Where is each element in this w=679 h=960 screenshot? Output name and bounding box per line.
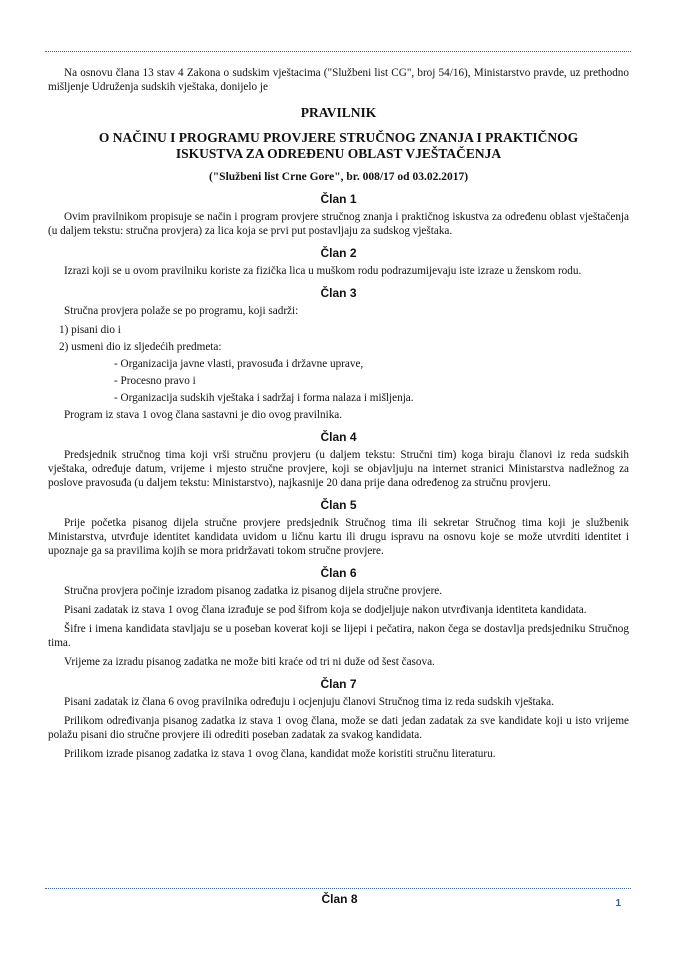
article-7-paragraph-2: Prilikom određivanja pisanog zadatka iz stava 1 ovog člana, može se dati jedan zadatak za sve kandidate koji u isto vrijeme polažu pisani dio stručne provjere ili odrediti poseban zadatak za svakog kandidata. bbox=[48, 715, 629, 741]
article-3-heading: Član 3 bbox=[320, 286, 357, 300]
article-5-heading: Član 5 bbox=[320, 498, 357, 512]
article-6-paragraph-2: Pisani zadatak iz stava 1 ovog člana izrađuje se pod šifrom koja se dodjeljuje nakon utvrđivanja identiteta kandidata. bbox=[64, 604, 587, 616]
article-1-paragraph: Ovim pravilnikom propisuje se način i program provjere stručnog znanja i praktičnog iskustva za određenu oblast vještačenja (u daljem tekstu: stručna provjera) za lica koja se prvi put postavljaju za sudskog vještaka. bbox=[48, 211, 629, 237]
page-number: 1 bbox=[615, 898, 621, 909]
article-1-heading: Član 1 bbox=[320, 192, 357, 206]
article-7-paragraph-1: Pisani zadatak iz člana 6 ovog pravilnika određuju i ocjenjuju članovi Stručnog tima iz reda sudskih vještaka. bbox=[64, 696, 554, 708]
article-3-paragraph-1: Stručna provjera polaže se po programu, koji sadrži: bbox=[64, 305, 299, 317]
intro-paragraph: Na osnovu člana 13 stav 4 Zakona o sudskim vještacima ("Službeni list CG", broj 54/16), Ministarstvo pravde, uz prethodno mišljenje Udruženja sudskih vještaka, donijelo je bbox=[48, 67, 629, 93]
subtitle-line-1: O NAČINU I PROGRAMU PROVJERE STRUČNOG ZNANJA I PRAKTIČNOG bbox=[98, 130, 579, 145]
article-6-heading: Član 6 bbox=[320, 566, 357, 580]
gazette-reference: ("Službeni list Crne Gore", br. 008/17 od 03.02.2017) bbox=[208, 171, 469, 183]
document-subtitle bbox=[48, 130, 629, 162]
document-title: PRAVILNIK bbox=[300, 105, 377, 120]
article-6-paragraph-3: Šifre i imena kandidata stavljaju se u poseban koverat koji se lijepi i pečatira, nakon čega se dostavlja predsjedniku Stručnog tima. bbox=[48, 623, 629, 649]
article-3-subitem-3: - Organizacija sudskih vještaka i sadržaj i forma nalaza i mišljenja. bbox=[114, 392, 414, 404]
article-2-heading: Član 2 bbox=[320, 246, 357, 260]
article-3-paragraph-2: Program iz stava 1 ovog člana sastavni je dio ovog pravilnika. bbox=[64, 409, 343, 421]
article-2-paragraph: Izrazi koji se u ovom pravilniku koriste za fizička lica u muškom rodu podrazumijevaju iste izraze u ženskom rodu. bbox=[64, 265, 582, 277]
article-3-subitem-1: - Organizacija javne vlasti, pravosuđa i državne uprave, bbox=[114, 358, 364, 370]
article-3-item-2: 2) usmeni dio iz sljedećih predmeta: bbox=[59, 341, 222, 353]
article-4-heading: Član 4 bbox=[320, 430, 357, 444]
subtitle-line-2: ISKUSTVA ZA ODREĐENU OBLAST VJEŠTAČENJA bbox=[175, 146, 502, 161]
article-7-paragraph-3: Prilikom izrade pisanog zadatka iz stava 1 ovog člana, kandidat može koristiti stručnu literaturu. bbox=[64, 748, 496, 760]
article-3-subitem-2: - Procesno pravo i bbox=[114, 375, 196, 387]
bottom-divider bbox=[45, 888, 631, 889]
article-3-item-1: 1) pisani dio i bbox=[59, 324, 121, 336]
article-5-paragraph: Prije početka pisanog dijela stručne provjere predsjednik Stručnog tima ili sekretar Stručnog tima koji je službenik Ministarstva, utvrđuje identitet kandidata uvidom u ličnu kartu ili drugu ispravu na osnovu koje se može utvrditi identitet i upoznaje ga sa pravilima kojih se mora pridržavati tokom stručne provjere. bbox=[48, 517, 629, 557]
article-7-heading: Član 7 bbox=[320, 677, 357, 691]
top-divider bbox=[45, 51, 631, 52]
article-8-heading: Član 8 bbox=[321, 892, 358, 906]
article-4-paragraph: Predsjednik stručnog tima koji vrši stručnu provjeru (u daljem tekstu: Stručni tim) koga biraju članovi iz reda sudskih vještaka, određuje datum, vrijeme i mjesto stručne provjere, koji se objavljuju na internet stranici Ministarstva nadležnog za poslove pravosuđa (u daljem tekstu: Ministarstvo), najkasnije 20 dana prije dana određenog za stručnu provjeru. bbox=[48, 449, 629, 489]
article-6-paragraph-1: Stručna provjera počinje izradom pisanog zadatka iz pisanog dijela stručne provjere. bbox=[64, 585, 443, 597]
article-6-paragraph-4: Vrijeme za izradu pisanog zadatka ne može biti kraće od tri ni duže od šest časova. bbox=[64, 656, 435, 668]
document-body bbox=[48, 66, 629, 766]
